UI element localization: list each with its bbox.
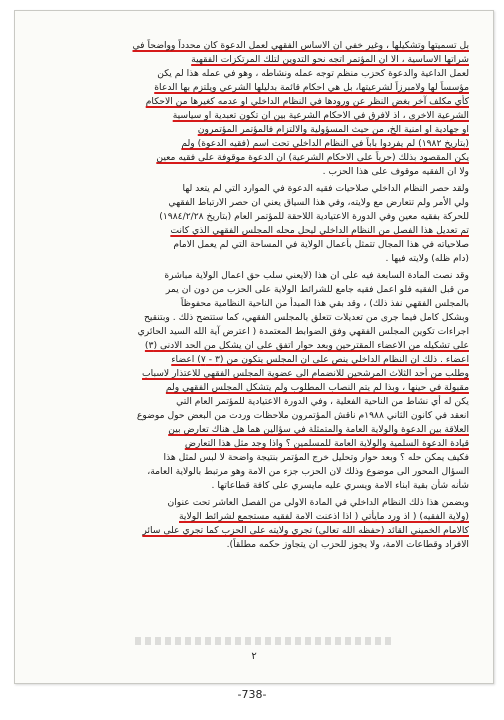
text-line: انعقد في كانون الثاني ١٩٨٨م ناقش المؤتمرون ملاحظات وردت من البعض حول موضوع [136, 410, 469, 421]
text-line: تم تعديل هذا الفصل من النظام الداخلي ليحل محله المجلس الفقهي الذي كانت [170, 225, 469, 236]
text-line: مقبولة في حينها ، وبذا لم يتم النصاب المطلوب ولم يتشكل المجلس الفقهي ولم [165, 382, 469, 393]
text-line: مؤسساً لها ولامبرزاً لشرعيتها، بل هي احكام قائمة بدليلها الشرعي ويلتزم بها الدعاة [154, 82, 469, 93]
text-line: شأنه شأن بقية ابناء الامة ويسري عليه مايسري على كافة قطاعاتها . [211, 480, 469, 491]
text-line: (دام ظله) ولايته فيها . [385, 253, 469, 264]
text-line: السؤال المحور الى موضوع وذلك لان الحزب جزء من الامة وهو مرتبط بالولاية العامة، [147, 466, 469, 477]
text-line: وقد نصت المادة السابعة فيه على ان هذا (لايعني سلب حق اعمال الولاية مباشرة [164, 270, 469, 281]
paragraph [41, 269, 469, 493]
document-page [14, 10, 494, 684]
text-line: الافراد وقطاعات الامة، ولا يجوز للحزب ان يتجاوز حكمه مطلقاً). [226, 539, 469, 550]
text-line: وطلب من أحد الثلاث المرشحين للانضمام الى عضوية المجلس الفقهي للاعتذار لاسباب [142, 368, 469, 379]
text-line: اعضاء . ذلك ان النظام الداخلي ينص على ان المجلس يتكون من (٣ - ٧) اعضاء [171, 354, 469, 365]
text-line: يكن له أي نشاط من الناحية الفعلية ، وفي الدورة الاعتيادية للمؤتمر العام التي [176, 396, 469, 407]
text-line: او جهادية او امنية الخ، من حيث المسؤولية والالتزام فالمؤتمر المؤتمرون [197, 124, 469, 135]
text-line: العلاقة بين الدعوة والولاية العامة والمتمثلة في سؤالين هما هل هناك تعارض بين [168, 424, 469, 435]
text-line: اجراءات تكوين المجلس الفقهي وفق الضوابط المعتمدة ( اعترض آية الله السيد الحائري [137, 326, 469, 337]
text-line: ولي الأمر ولم تتعارض مع ولايته، وفي هذا السياق يعني ان حصر الارتباط الفقهي [168, 197, 469, 208]
text-line: للحركة بفقيه معين وفي الدورة الاعتيادية اللاحقة للمؤتمر العام (بتاريخ ١٩٨٤/٢/٢٨) [159, 211, 469, 222]
text-line: وبشكل كامل فيما جرى من تعديلات تتعلق بالمجلس الفقهي، كما ستتضح ذلك . وبتنقيح [143, 312, 469, 323]
text-line: الشرعية الاخرى ، اذ لافرق في الاحكام الشرعية بين ان تكون تعبدية او سياسية [172, 110, 469, 121]
text-line: وبضمن هذا ذلك النظام الداخلي في المادة الاولى من الفصل العاشر تحت عنوان [167, 497, 469, 508]
text-line: (ولاية الفقيه) ( اذ ورد مايأتي ( اذا اذعنت الامة لفقيه مستجمع لشرائط الولاية [179, 511, 469, 522]
text-line: كأي مكلف آخر بغض النظر عن ورودها في النظام الداخلي او عدمه كغيرها من الاحكام [145, 96, 469, 107]
text-line: شراتها الاساسية ، الا ان المؤتمر اتجه نحو التدوين لتلك المرتكزات الفقهية [191, 54, 469, 65]
text-line: قيادة الدعوة السلمية والولاية العامة للمسلمين ؟ واذا وجد مثل هذا التعارض [184, 438, 469, 449]
text-line: يكن المقصود بذلك (حرباً على الاحكام الشرعية) ان الدعوة موقوفة على فقيه معين [156, 152, 469, 163]
document-body [41, 39, 469, 555]
text-line: كالامام الخميني القائد (حفظه الله تعالى) تجري ولايته على الحزب كما تجري على سائر [142, 525, 469, 536]
paragraph [41, 182, 469, 266]
text-line: (بتاريخ ١٩٨٢) لم يفردوا باباً في النظام الداخلي تحت اسم (فقيه الدعوة) ولم [181, 138, 469, 149]
text-line: بل تسميتها وتشكيلها ، وغير خفي ان الاساس الفقهي لعمل الدعوة كان محدداً وواضحاً في [132, 40, 469, 51]
text-line: بالمجلس الفقهي نفذ ذلك) ، وقد بقي هذا المبدأ من الناحية النظامية محفوظاً [180, 298, 469, 309]
page-number: -738- [237, 688, 267, 701]
text-line: صلاحياته في هذا المجال تتمثل بأعمال الولاية في المساحة التي لم يعمل الامام [173, 239, 469, 250]
paragraph [41, 496, 469, 552]
faded-footer-line [135, 637, 395, 645]
text-line: ولا ان الفقيه موقوف على هذا الحزب . [322, 166, 469, 177]
text-line: لعمل الداعية والدعوة كحزب منظم توجه عمله ونشاطه ، وهو في عمله هذا لم يكن [157, 68, 469, 79]
text-line: من قبل الفقيه فلو اعمل فقيه جامع للشرائط الولاية على الحزب من دون ان يمر [165, 284, 469, 295]
text-line: على تشكيله من الاعضاء المقترحين وبعد حوار اتفق على ان يشكل من الحد الادنى (٣) [144, 340, 469, 351]
paragraph [41, 39, 469, 179]
text-line: ولقد حصر النظام الداخلي صلاحيات فقيه الدعوة في الموارد التي لم يتعد لها [182, 183, 469, 194]
inner-page-number: ٢ [251, 651, 257, 662]
text-line: فكيف يمكن حله ؟ وبعد حوار وتحليل خرج المؤتمر بنتيجة واضحة لا لبس لمثل هذا [163, 452, 469, 463]
